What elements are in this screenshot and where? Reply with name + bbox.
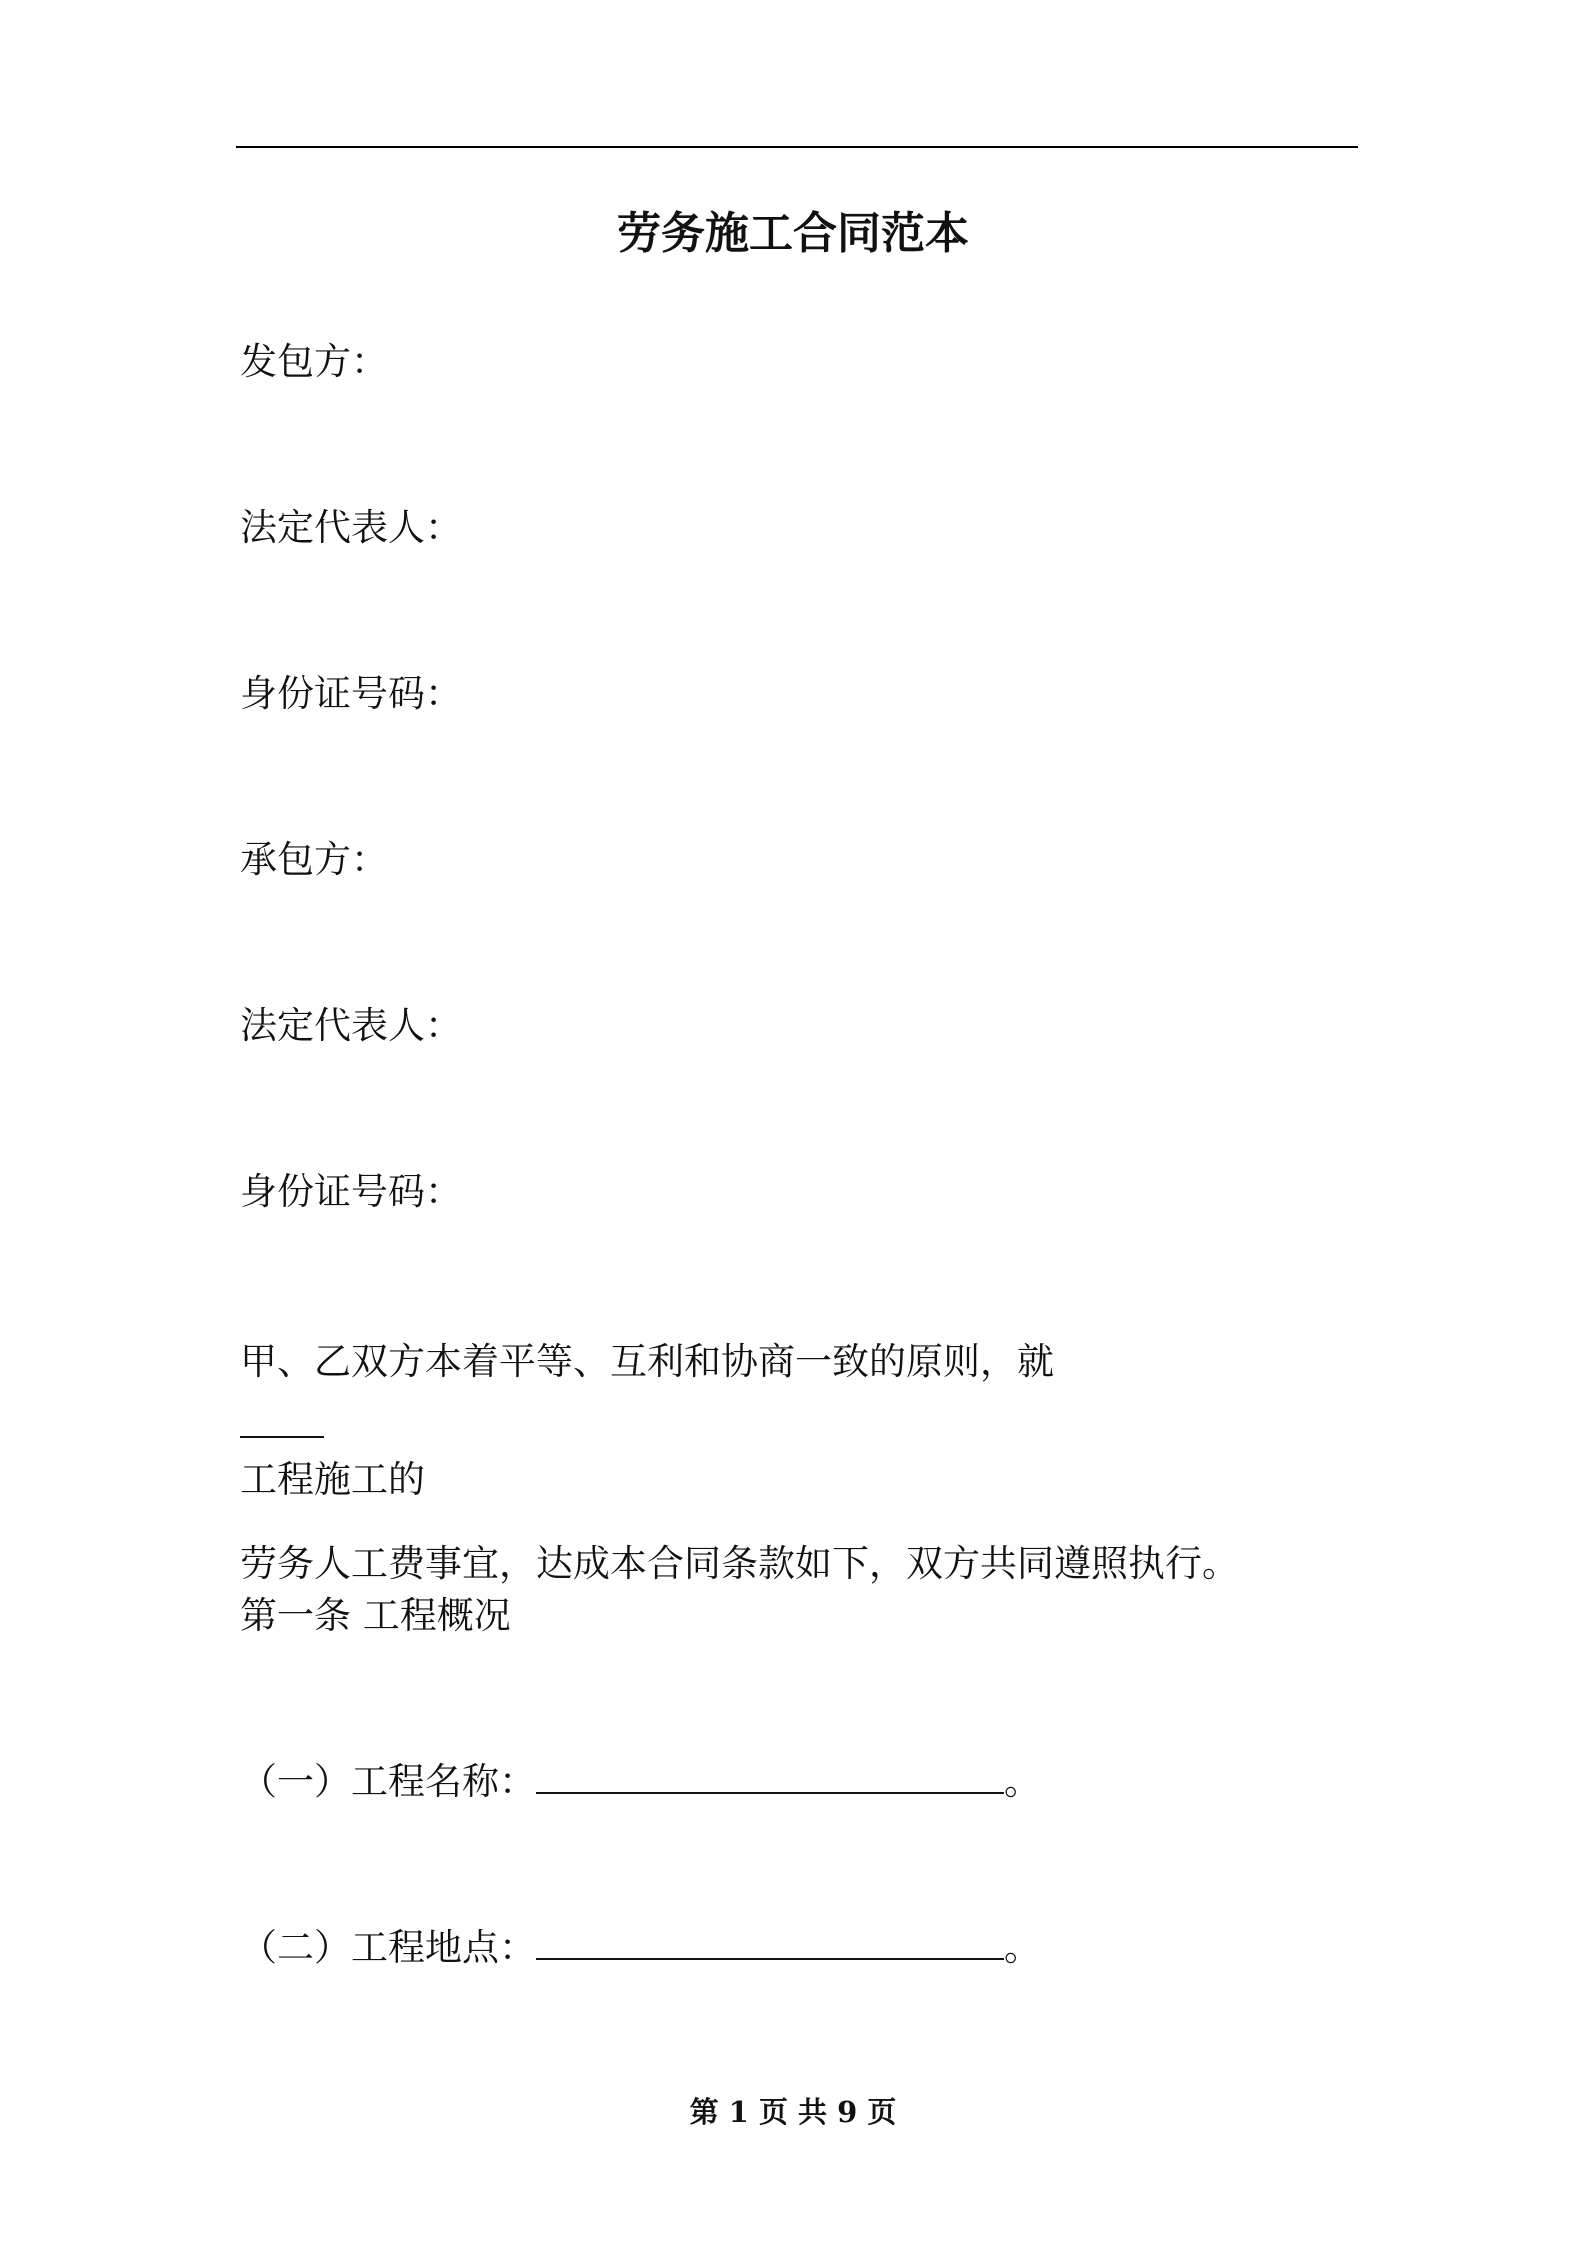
intro-line-1-end: 工程施工的 [240, 1458, 425, 1501]
page-number-footer: 第 1 页 共 9 页 [689, 2095, 897, 2129]
intro-line-1 [240, 1320, 1360, 1522]
party-b-label: 承包方： [240, 838, 388, 881]
project-location-label: （二）工程地点： [240, 1926, 536, 1969]
party-b-representative-label: 法定代表人： [240, 1004, 462, 1047]
project-name-label: （一）工程名称： [240, 1760, 536, 1803]
intro-line-2: 劳务人工费事宜，达成本合同条款如下，双方共同遵照执行。 [240, 1542, 1239, 1585]
project-location-field-blank [536, 1926, 1004, 1960]
project-name-field-blank [536, 1760, 1004, 1794]
document-title: 劳务施工合同范本 [617, 208, 969, 259]
party-a-label: 发包方： [240, 340, 388, 383]
intro-paragraph [240, 1320, 1360, 1606]
intro-line-1-start: 甲、乙双方本着平等、互利和协商一致的原则，就 [240, 1340, 1054, 1383]
project-name-item [240, 1756, 1041, 1808]
article-1-heading: 第一条 工程概况 [240, 1594, 511, 1637]
project-location-item [240, 1922, 1041, 1974]
header-rule [236, 146, 1358, 148]
party-b-id-number-label: 身份证号码： [240, 1170, 462, 1213]
project-name-period: 。 [1004, 1760, 1041, 1803]
party-a-representative-label: 法定代表人： [240, 506, 462, 549]
project-name-blank [240, 1404, 324, 1438]
project-location-period: 。 [1004, 1926, 1041, 1969]
party-a-id-number-label: 身份证号码： [240, 672, 462, 715]
